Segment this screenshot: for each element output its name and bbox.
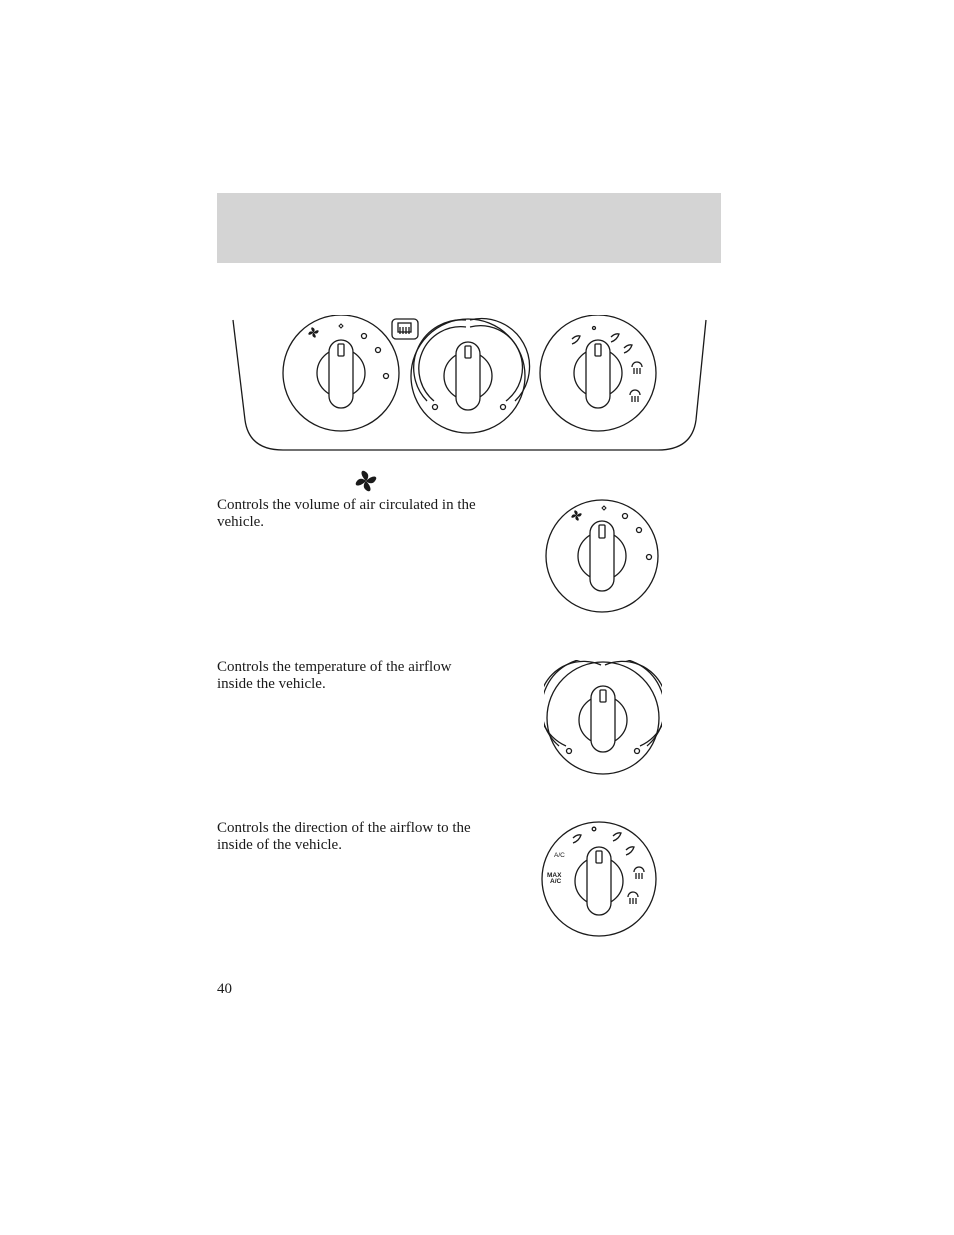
defrost-icon [630,390,640,402]
panel-floor-vent-icon [613,833,621,841]
max-ac-label-line2: A/C [550,878,562,885]
temperature-knob-illustration [544,660,662,776]
floor-vent-icon [626,847,634,855]
max-ac-label-line1: MAX [547,872,562,879]
panel-vent-icon [573,835,581,843]
fan-icon [355,470,377,492]
defrost-floor-icon [634,867,644,879]
temperature-knob [411,319,530,433]
fan-speed-knob [283,315,399,431]
panel-floor-vent-icon [611,334,619,342]
panel-vent-icon [572,336,580,344]
fan-icon [571,510,581,520]
rear-defrost-button [392,319,418,339]
fan-icon [308,327,318,337]
airflow-mode-knob [540,315,656,431]
temperature-description: Controls the temperature of the airflow inside the vehicle. [217,659,452,692]
defrost-floor-icon [632,362,642,374]
climate-control-panel-illustration [228,315,713,460]
floor-vent-icon [624,345,632,353]
header-band [217,193,721,263]
airflow-mode-knob-illustration [540,820,658,938]
airflow-description: Controls the direction of the airflow to the inside of the vehicle. [217,820,471,853]
page-number: 40 [217,981,232,997]
fan-speed-knob-illustration [544,498,660,614]
fan-speed-description: Controls the volume of air circulated in the vehicle. [217,497,476,530]
ac-label: A/C [554,852,565,859]
defrost-icon [628,892,638,904]
